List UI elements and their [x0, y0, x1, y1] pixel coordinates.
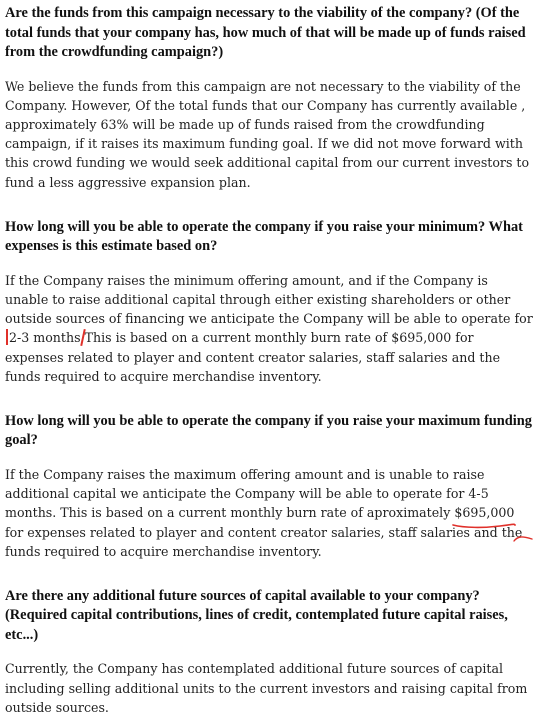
answer-paragraph: Currently, the Company has contemplated additional future sources of capital including selling additional units to the current investors and raising capital from outside sources. [5, 661, 528, 715]
faq-section-minimum [5, 218, 535, 386]
question-heading: Are there any additional future sources of capital available to your company? (Required capital contributions, lines of credit, contemplated future capital raises, etc...) [5, 587, 508, 643]
document-page [5, 4, 535, 717]
red-underline-stroke [452, 521, 516, 529]
answer-paragraph [5, 465, 535, 561]
faq-section-viability [5, 4, 535, 192]
answer-text-part: for expenses related to player and content creator salaries, staff salaries and the [5, 524, 523, 540]
question-heading: Are the funds from this campaign necessary to the viability of the company? (Of the total funds that your company has, how much of that will be made up of funds raised from the crowdfunding campaign?) [5, 5, 526, 60]
answer-text-part: This is based on a current monthly burn rate of $695,000 for expenses related to player and content creator salaries, staff salaries and the funds required to acquire merchandise inventory. [5, 330, 501, 384]
answer-highlight-amount: $695,000 [454, 505, 515, 521]
red-insertion-caret-mark [6, 329, 8, 345]
red-underline-mark [454, 503, 514, 522]
answer-paragraph [5, 271, 535, 386]
faq-section-maximum [5, 412, 535, 561]
question-heading: How long will you be able to operate the company if you raise your maximum funding goal? [5, 412, 533, 449]
answer-paragraph: We believe the funds from this campaign are not necessary to the viability of the Company. However, Of the total funds that our Company has currently available , approximately 63% will be made up of funds raised from the crowdfunding campaign, if it raises its maximum funding goal. If we did not move forward with this crowd funding we would seek additional capital from our current investors to fund a less aggressive expansion plan. [5, 78, 530, 190]
faq-section-future-capital [5, 587, 535, 717]
answer-text-part: If the Company raises the maximum offering amount and is unable to raise additional capital we anticipate the Company will be able to operate for 4-5 months. This is based on a current monthly burn rate of aproximately [5, 466, 489, 521]
answer-text-part: If the Company raises the minimum offering amount, and if the Company is unable to raise additional capital through either existing shareholders or other outside sources of financing we anticipate the Company will be able to operate for [5, 272, 533, 327]
answer-highlight-months: 2-3 months [9, 330, 81, 346]
question-heading: How long will you be able to operate the company if you raise your minimum? What expenses is this estimate based on? [5, 218, 523, 255]
answer-text-part: funds required to acquire merchandise inventory. [5, 543, 322, 559]
